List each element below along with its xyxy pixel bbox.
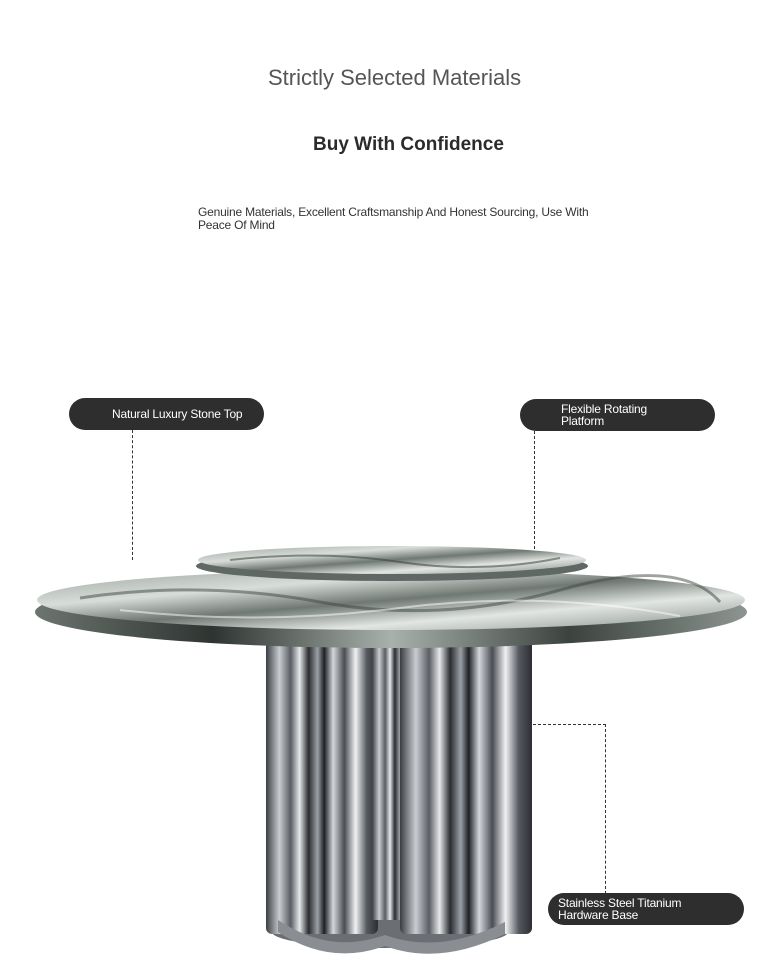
- callout-stone-top: [69, 398, 264, 430]
- callout-rotating-platform: [520, 399, 715, 431]
- page-description: Genuine Materials, Excellent Craftsmanship And Honest Sourcing, Use With Peace Of Mind: [198, 205, 589, 232]
- callout-stone-top-label: Natural Luxury Stone Top: [112, 407, 243, 421]
- page-title: Strictly Selected Materials: [268, 65, 522, 90]
- callout-base-label: Stainless Steel Titanium Hardware Base: [558, 896, 682, 922]
- page-subtitle: Buy With Confidence: [313, 134, 504, 155]
- marble-dining-table-image: [0, 530, 780, 957]
- callout-rotating-platform-label: Flexible Rotating Platform: [561, 402, 647, 428]
